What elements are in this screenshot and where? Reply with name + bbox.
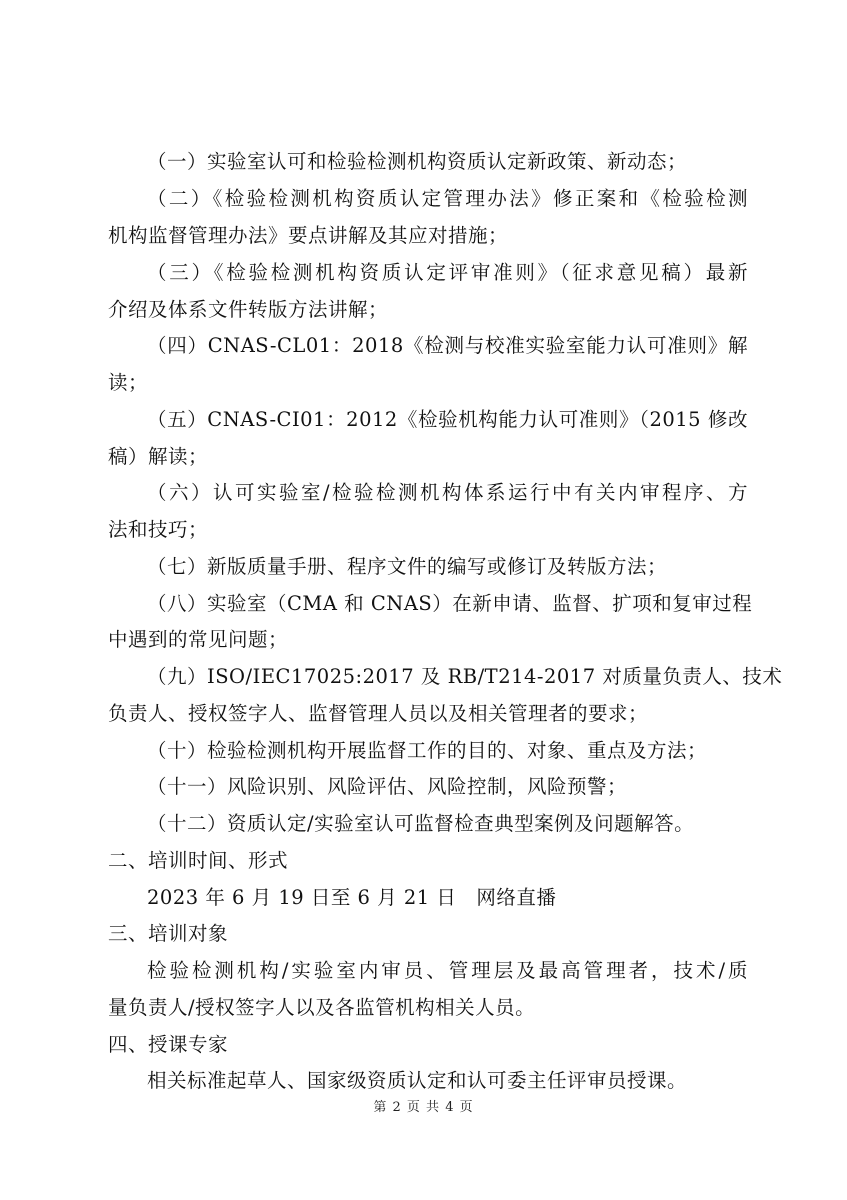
- item-6-line-1: （六）认可实验室/检验检测机构体系运行中有关内审程序、方: [147, 481, 748, 504]
- item-2-line-1: （二）《检验检测机构资质认定管理办法》修正案和《检验检测: [147, 187, 748, 210]
- item-12: （十二）资质认定/实验室认可监督检查典型案例及问题解答。: [147, 812, 695, 835]
- page-number-footer: 第 2 页 共 4 页: [373, 1100, 474, 1115]
- item-3-line-1: （三）《检验检测机构资质认定评审准则》（征求意见稿）最新: [147, 261, 748, 284]
- section-4-heading: 四、授课专家: [108, 1033, 229, 1056]
- item-3-line-2: 介绍及体系文件转版方法讲解；: [108, 298, 389, 321]
- item-9-line-2: 负责人、授权签字人、监督管理人员以及相关管理者的要求；: [108, 702, 649, 725]
- item-5-line-1: （五）CNAS-CI01：2012《检验机构能力认可准则》（2015 修改: [147, 408, 748, 431]
- section-3-heading: 三、培训对象: [108, 922, 229, 945]
- section-3-body-line-1: 检验检测机构/实验室内审员、管理层及最高管理者，技术/质: [147, 959, 748, 982]
- item-1: （一）实验室认可和检验检测机构资质认定新政策、新动态；: [147, 150, 688, 173]
- item-9-line-1: （九）ISO/IEC17025:2017 及 RB/T214-2017 对质量负责人、技术: [147, 665, 783, 688]
- item-4-line-1: （四）CNAS-CL01：2018《检测与校准实验室能力认可准则》解: [147, 334, 748, 357]
- item-2-line-2: 机构监督管理办法》要点讲解及其应对措施；: [108, 224, 509, 247]
- item-11: （十一）风险识别、风险评估、风险控制，风险预警；: [147, 775, 628, 798]
- item-7: （七）新版质量手册、程序文件的编写或修订及转版方法；: [147, 555, 668, 578]
- section-2-heading: 二、培训时间、形式: [108, 849, 289, 872]
- item-4-line-2: 读；: [108, 371, 149, 394]
- item-10: （十）检验检测机构开展监督工作的目的、对象、重点及方法；: [147, 739, 708, 762]
- section-4-body: 相关标准起草人、国家级资质认定和认可委主任评审员授课。: [147, 1069, 688, 1092]
- item-5-line-2: 稿）解读；: [108, 445, 209, 468]
- section-3-body-line-2: 量负责人/授权签字人以及各监管机构相关人员。: [108, 996, 536, 1019]
- item-6-line-2: 法和技巧；: [108, 518, 209, 541]
- item-8-line-2: 中遇到的常见问题；: [108, 628, 289, 651]
- item-8-line-1: （八）实验室（CMA 和 CNAS）在新申请、监督、扩项和复审过程: [147, 592, 753, 615]
- section-2-body: 2023 年 6 月 19 日至 6 月 21 日 网络直播: [147, 886, 557, 909]
